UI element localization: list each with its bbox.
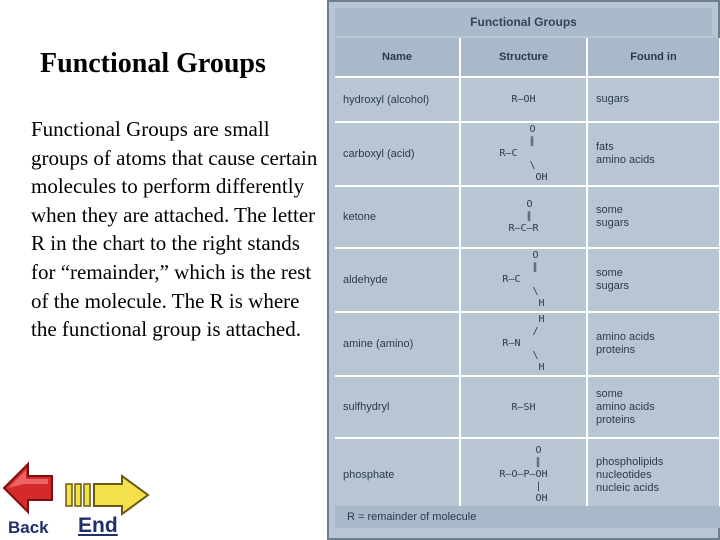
- group-found-in: [587, 438, 720, 512]
- chart-footnote: R = remainder of molecule: [335, 506, 720, 528]
- chart-title: Functional Groups: [335, 8, 712, 36]
- found-item: some: [596, 204, 623, 216]
- structure-formula: O ∥ R–C–R: [508, 199, 539, 234]
- group-name: sulfhydryl: [335, 376, 460, 438]
- end-arrow-icon: [64, 474, 150, 516]
- functional-groups-chart: [327, 0, 720, 540]
- group-found-in: [587, 122, 720, 186]
- table-row: [335, 248, 720, 312]
- found-item: nucleotides: [596, 468, 652, 481]
- group-found-in: [587, 186, 720, 248]
- group-structure: [460, 438, 587, 512]
- found-item: sugars: [596, 93, 630, 105]
- header-found-in: Found in: [587, 38, 720, 77]
- found-item: nucleic acids: [596, 481, 659, 494]
- structure-formula: O ∥ R–O–P–OH | OH: [499, 445, 548, 504]
- table-row: [335, 186, 720, 248]
- table-row: [335, 122, 720, 186]
- group-name: phosphate: [335, 438, 460, 512]
- table-row: [335, 77, 720, 122]
- structure-formula: O ∥ R–C \ OH: [499, 124, 548, 183]
- found-item: amino acids: [596, 154, 655, 166]
- group-structure: [460, 248, 587, 312]
- group-found-in: [587, 77, 720, 122]
- table-row: [335, 376, 720, 438]
- found-item: amino acids: [596, 331, 655, 343]
- found-item: fats: [596, 141, 614, 153]
- group-name: amine (amino): [335, 312, 460, 376]
- end-label: End: [78, 514, 118, 537]
- table-row: [335, 438, 720, 512]
- group-found-in: [587, 248, 720, 312]
- group-name: carboxyl (acid): [335, 122, 460, 186]
- table-row: [335, 312, 720, 376]
- found-item: amino acids: [596, 400, 655, 413]
- found-item: some: [596, 267, 623, 279]
- functional-groups-table: [335, 38, 720, 513]
- structure-formula: R–SH: [511, 401, 536, 413]
- found-item: sugars: [596, 217, 630, 229]
- found-item: proteins: [596, 344, 636, 356]
- found-item: phospholipids: [596, 455, 664, 468]
- back-label: Back: [8, 518, 49, 537]
- found-item: some: [596, 387, 623, 400]
- group-structure: [460, 312, 587, 376]
- end-button[interactable]: [64, 474, 152, 540]
- slide-title: Functional Groups: [40, 48, 266, 79]
- group-structure: [460, 77, 587, 122]
- group-structure: [460, 186, 587, 248]
- structure-formula: R–OH: [511, 94, 536, 105]
- group-name: hydroxyl (alcohol): [335, 77, 460, 122]
- slide-body-text: Functional Groups are small groups of atoms that cause certain molecules to perform differently when they are attached. The letter R in the chart to the right stands for “remainder,” which is the rest of the molecule. The R is where the functional group is attached.: [31, 117, 318, 342]
- group-name: aldehyde: [335, 248, 460, 312]
- group-structure: [460, 122, 587, 186]
- header-name: Name: [335, 38, 460, 77]
- found-item: proteins: [596, 413, 636, 426]
- header-structure: Structure: [460, 38, 587, 77]
- structure-formula: H / R–N \ H: [502, 314, 545, 373]
- structure-formula: O ∥ R–C \ H: [502, 250, 545, 309]
- group-name: ketone: [335, 186, 460, 248]
- back-arrow-icon: [2, 460, 54, 516]
- group-structure: [460, 376, 587, 438]
- group-found-in: [587, 376, 720, 438]
- group-found-in: [587, 312, 720, 376]
- found-item: sugars: [596, 280, 630, 292]
- back-button[interactable]: [2, 460, 58, 540]
- table-header-row: [335, 38, 720, 77]
